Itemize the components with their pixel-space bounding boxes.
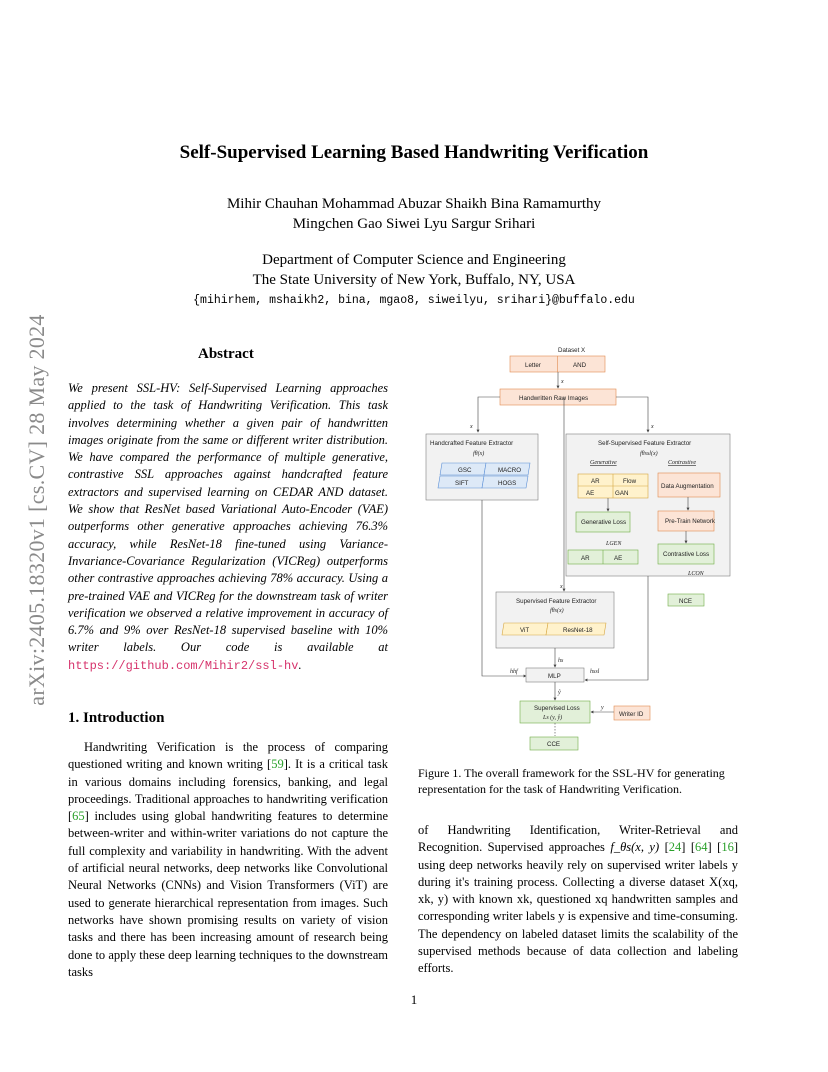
citation-link[interactable]: 16 [721,840,734,855]
right-text-d: ] [ [707,840,722,855]
citation-link[interactable]: 64 [695,840,708,855]
gsc-label: GSC [458,467,472,474]
y-label: y [601,705,604,711]
handcrafted-title: Handcrafted Feature Extractor [430,440,514,447]
augmentation-label: Data Augmentation [661,483,714,490]
right-text-e: ] using deep networks heavily rely on supervised writer labels y during it's training process. Collecting a diverse dataset X(xq, xk, y) with known xk, questioned xq handwritten samples and corresponding writer labels y is expensive and time-consuming. The dependency on labeled dataset limits the scalability of the supervised methods because of data collection and labeling efforts. [418,840,738,976]
hs-label: hs [558,658,564,664]
ssl-title: Self-Supervised Feature Extractor [598,440,692,447]
paper-title: Self-Supervised Learning Based Handwriting Verification [179,142,649,163]
gan-label: GAN [615,490,629,497]
x-label: x [470,424,473,430]
right-text-a: of Handwriting Identification, Writer-Retrieval and Recognition. Supervised approaches [418,823,738,855]
ar-label: AR [591,478,600,485]
authors-line-1: Mihir Chauhan Mohammad Abuzar Shaikh Bina Ramamurthy [226,196,602,212]
math-supervised: f_θs(x, y) [610,840,660,855]
affiliation-line-1: Department of Computer Science and Engineering [262,252,566,268]
raw-images-label: Handwritten Raw Images [519,395,589,402]
arxiv-identifier: arXiv:2405.18320v1 [cs.CV] 28 May 2024 [24,314,49,706]
mlp-label: MLP [548,673,561,680]
contrastive-loss-label: Contrastive Loss [663,551,710,558]
lcon-label: LCON [688,571,704,577]
code-link[interactable]: https://github.com/Mihir2/ssl-hv [68,658,299,673]
contrastive-label: Contrastive [668,460,696,466]
authors-line-2: Mingchen Gao Siwei Lyu Sargur Srihari [292,216,536,232]
intro-text-a: Handwriting Verification is the process of comparing questioned writing and known writing [ [68,740,388,772]
vit-label: ViT [520,627,530,634]
cce-label: CCE [547,741,561,748]
lgen-label: LGEN [606,541,622,547]
resnet-label: ResNet-18 [563,627,593,634]
abstract-body [68,380,388,675]
abstract-text: We present SSL-HV: Self-Supervised Learning approaches applied to the task of Handwriting Verification. This task involves determining whether a given pair of handwritten images originate from the same or different writer distribution. We have compared the performance of multiple generative, contrastive SSL approaches against handcrafted feature extractors and supervised learning on CEDAR AND dataset. We show that ResNet based Variational Auto-Encoder (VAE) outperforms other generative approaches achieving 76.3% accuracy, while ResNet-18 fine-tuned using Variance-Invariance-Covariance Regularization (VICReg) outperforms other contrastive approaches achieving 78% accuracy. Using a pre-trained VAE and VICReg for the downstream task of writer verification we observed a relative improvement in accuracy of 6.7% and 9% over ResNet-18 supervised baseline with 10% writer labels. Our code is available at [68,381,388,655]
x-label: x [651,424,654,430]
page-number: 1 [410,992,418,1007]
ae-label: AE [614,555,623,562]
supervised-loss-label: Supervised Loss [534,705,580,712]
letter-label: Letter [525,362,541,369]
hogs-label: HOGS [498,480,517,487]
hhf-label: hhf [510,669,518,675]
right-text-b: [ [659,840,669,855]
handcrafted-function: fθ(x) [473,451,485,457]
supervised-function: fθs(x) [550,608,564,614]
right-text-c: ] [ [681,840,696,855]
citation-link[interactable]: 24 [668,840,682,855]
introduction-heading: 1. Introduction [68,710,165,726]
citation-link[interactable]: 65 [72,809,85,824]
ae-label: AE [586,490,595,497]
x-label: x [560,584,563,590]
x-label: x [561,379,564,385]
pretrain-label: Pre-Train Network [665,518,715,525]
generative-label: Generative [590,460,617,466]
ssl-function: fθssl(x) [640,451,658,457]
introduction-body [68,739,388,981]
ls-label: Ls (y, ŷ) [543,715,563,721]
and-label: AND [573,362,587,369]
dataset-label: Dataset X [558,347,586,354]
intro-text-b: ]. It is a critical task in various domains including forensics, banking, and legal proceedings. Traditional approaches to handwriting verification [ [68,757,388,824]
affiliation-line-2: The State University of New York, Buffalo, NY, USA [252,272,576,288]
generative-loss-label: Generative Loss [581,519,627,526]
hssl-label: hssl [590,669,600,675]
nce-label: NCE [679,598,693,605]
macro-label: MACRO [498,467,522,474]
supervised-title: Supervised Feature Extractor [516,598,597,605]
author-emails: {mihirhem, mshaikh2, bina, mgao8, siweilyu, srihari}@buffalo.edu [193,294,635,307]
abstract-end: . [298,657,302,672]
sift-label: SIFT [455,480,469,487]
abstract-heading: Abstract [198,346,254,362]
ar-label: AR [581,555,590,562]
yhat-label: ŷ [558,690,561,696]
writer-id-label: Writer ID [619,711,644,718]
intro-text-c: ] includes using global handwriting features to determine between-writer and within-writer variations do not capture the full complexity and variability in handwriting. With the advent of artificial neural networks, deep networks like Convolutional Neural Networks (CNNs) and Vision Transformers (ViT) are used to generate hierarchical representation from images. Such networks have shown promising results on variety of vision tasks and there has been increasing amount of research being done to apply these deep learning techniques to the downstream tasks [68,809,388,979]
right-column-body [418,822,738,978]
citation-link[interactable]: 59 [271,757,284,772]
flow-label: Flow [623,478,637,485]
framework-figure [418,340,738,760]
figure-caption: Figure 1. The overall framework for the SSL-HV for generating representation for the task of Handwriting Verification. [418,766,725,796]
